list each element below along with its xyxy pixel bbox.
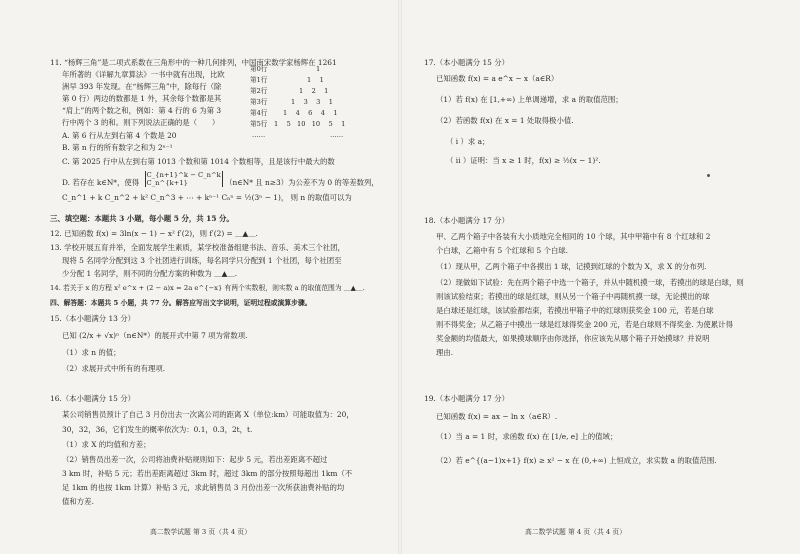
- q15-part-2: （2）求展开式中所有的有理项.: [62, 364, 166, 373]
- q11-line-6: 行中两个 3 的和。则下列说法正确的是（ ）: [62, 118, 220, 127]
- triangle-row-nums: 1 2 1: [299, 87, 329, 95]
- q17-part-1: （1）若 f(x) 在 [1,+∞) 上单调递增，求 a 的取值范围；: [436, 95, 623, 104]
- q15-part-1: （1）求 n 的值；: [62, 348, 121, 357]
- q18-part-2-line-2: 则该试验结束；若摸出的球是红球，则从另一个箱子中再随机摸一球，无论摸出的球: [436, 292, 710, 301]
- q17-part-2-ii: （ ii ）证明：当 x ≥ 1 时，f(x) ≥ ½(x − 1)².: [446, 156, 601, 165]
- q11-line-2: 年所著的《详解九章算法》一书中就有出现，比欧: [62, 70, 225, 79]
- q11-line-3: 洲早 393 年发现。在“杨辉三角”中，除每行（除: [62, 82, 222, 91]
- q16-part-2-line-3: 足 1km 的也按 1km 计算）补贴 3 元，求此销售员 3 月份出差一次所获油费补贴的均: [62, 483, 345, 492]
- page-4-footer: 高二数学试题 第 4 页（共 4 页）: [525, 528, 627, 536]
- q16-part-2-line-2: 3 km 时，补贴 5 元；若出差距离超过 3km 时，超过 3km 的部分按照每超出 1km（不: [62, 469, 353, 478]
- q11-option-b: B. 第 n 行的所有数字之和为 2ⁿ⁻¹: [62, 143, 173, 152]
- q11-line-1: 11. “杨辉三角”是二项式系数在三角形中的一种几何排列，中国南宋数学家杨辉在 1261: [50, 58, 337, 67]
- q11-option-a: A. 第 6 行从左到右第 4 个数是 20: [62, 131, 177, 140]
- triangle-row-nums: 1: [316, 65, 321, 73]
- q18-part-2-line-3: 是白球还是红球，该试验都结束，若摸出甲箱子中的红球则获奖金 100 元，若是白球: [436, 306, 714, 315]
- q18-line-2: 个白球，乙箱中有 5 个红球和 5 个白球.: [436, 246, 569, 255]
- q18-part-2-line-6: 理由.: [436, 348, 454, 357]
- q18-part-2-line-1: （2）现做如下试验：先在两个箱子中选一个箱子，并从中随机摸一球，若摸出的球是白球，则: [436, 278, 744, 287]
- triangle-row-nums: 1 3 3 1: [291, 98, 333, 106]
- exam-page-4: [400, 0, 800, 554]
- q17-heading: 17.（本小题满分 15 分）: [424, 58, 509, 67]
- q14-text: 14. 若关于 x 的方程 x² e^x + (2 − a)x = 2a e^{−x} 有两个实数根，则实数 a 的取值范围为 ＿▲＿.: [50, 284, 365, 292]
- q17-line-1: 已知函数 f(x) = a e^x − x（a∈R）: [436, 74, 559, 83]
- q11-option-d-formula: C_n^1 + k C_n^2 + k² C_n^3 + ⋯ + kⁿ⁻¹ Cₙⁿ = ½(3ⁿ − 1)， 则 n 的取值可以为: [62, 193, 352, 202]
- q17-part-2: （2）若函数 f(x) 在 x = 1 处取得极小值.: [436, 116, 574, 125]
- triangle-row-label: 第2行: [250, 87, 268, 95]
- q18-part-2-line-5: 奖金额的均值最大，如果摸球顺序由你选择，你应该先从哪个箱子开始摸球？并说明: [436, 334, 710, 343]
- q11-option-c: C. 第 2025 行中从左到右第 1013 个数和第 1014 个数相等，且是该行中最大的数: [62, 157, 335, 166]
- scan-speck: [707, 174, 710, 177]
- q11-option-d: [62, 171, 379, 188]
- q16-line-1: 某公司销售员预计了自己 3 月份出去一次离公司的距离 X（单位:km）可能取值为：20，: [62, 410, 354, 419]
- triangle-row-label: ……: [252, 131, 266, 139]
- q11-line-4: 第 0 行）两边的数都是 1 外，其余每个数都是其: [62, 94, 222, 103]
- q15-line-1: 已知 (2/x + √x)ⁿ（n∈N*）的展开式中第 7 项为常数项.: [62, 331, 248, 340]
- triangle-row-nums: ……: [330, 131, 344, 139]
- q11-option-d-prefix: D. 若存在 k∈N*，使得: [62, 178, 140, 187]
- q13-line-3: 少分配 1 名同学，则不同的分配方案的种数为 ＿▲＿.: [62, 269, 237, 278]
- q19-line-1: 已知函数 f(x) = ax − ln x（a∈R）.: [436, 412, 558, 421]
- q15-heading: 15.（本小题满分 13 分）: [50, 314, 135, 323]
- q19-heading: 19.（本小题满分 17 分）: [424, 394, 509, 403]
- q19-part-2: （2）若 e^{(a−1)x+1} f(x) ≥ x² − x 在 (0,+∞) 上恒成立，求实数 a 的取值范围.: [436, 456, 717, 465]
- determinant-top: C_{n+1}^k − C_n^k: [146, 171, 221, 179]
- q11-formula: C_n^1 + k C_n^2 + k² C_n^3 + ⋯ + kⁿ⁻¹ Cₙⁿ = ½(3ⁿ − 1): [62, 193, 281, 202]
- triangle-row-label: 第4行: [250, 109, 268, 117]
- q16-part-1: （1）求 X 的均值和方差；: [62, 440, 151, 449]
- q16-part-2-line-1: （2）销售员出差一次，公司将油费补贴规则如下：起步 5 元，若出差距离不超过: [62, 455, 328, 464]
- triangle-row-label: 第5行: [250, 120, 268, 128]
- triangle-row-nums: 1 4 6 4 1: [283, 109, 338, 117]
- q11-line-5: “肩上”的两个数之和，例如：第 4 行的 6 为第 3: [62, 106, 222, 115]
- q18-part-2-line-4: 则不得奖金；从乙箱子中摸出一球是红球得奖金 200 元，若是白球则不得奖金. 为使累计得: [436, 320, 733, 329]
- triangle-row-label: 第0行: [250, 65, 268, 73]
- triangle-row-nums: 1 1: [307, 76, 324, 84]
- determinant-bottom: C_n^{k+1}: [146, 179, 188, 187]
- q16-part-2-line-4: 值和方差.: [62, 497, 94, 506]
- q18-heading: 18.（本小题满分 17 分）: [424, 216, 509, 225]
- q16-heading: 16.（本小题满分 15 分）: [50, 394, 135, 403]
- triangle-row-label: 第3行: [250, 98, 268, 106]
- page-3-footer: 高二数学试题 第 3 页（共 4 页）: [150, 528, 252, 536]
- section-4-heading: 四、解答题：本题共 5 小题，共 77 分。解答应写出文字说明，证明过程或演算步骤。: [50, 299, 312, 307]
- determinant: [145, 171, 223, 187]
- q13-line-1: 13. 学校开展五育并举，全面发展学生素质，某学校准备组建书法、音乐、美术三个社团，: [50, 243, 345, 252]
- triangle-row-label: 第1行: [250, 76, 268, 84]
- q11-option-d-tail: 则 n 的取值可以为: [290, 193, 352, 202]
- section-3-heading: 三、填空题：本题共 3 小题，每小题 5 分，共 15 分。: [50, 214, 234, 223]
- q13-line-2: 现将 5 名同学分配到这 3 个社团进行训练，每名同学只分配到 1 个社团，每个社团至: [62, 256, 342, 265]
- q11-option-d-suffix: （n∈N* 且 n≥3）为公差不为 0 的等差数列，: [225, 178, 379, 187]
- q19-part-1: （1）当 a = 1 时，求函数 f(x) 在 [1/e, e] 上的值域；: [436, 432, 618, 441]
- q16-line-2: 30，32，36，它们发生的概率依次为：0.1，0.3，2t，t.: [62, 425, 253, 434]
- q18-part-1: （1）现从甲，乙两个箱子中各摸出 1 球，记摸到红球的个数为 X，求 X 的分布列.: [436, 262, 707, 271]
- triangle-row-nums: 1 5 10 10 5 1: [274, 120, 346, 128]
- q12-text: 12. 已知函数 f(x) = 3ln(x − 1) − x² f′(2)，则 f′(2) = ＿▲＿.: [50, 229, 258, 238]
- q18-line-1: 甲、乙两个箱子中各装有大小质地完全相同的 10 个球，其中甲箱中有 8 个红球和 2: [436, 232, 711, 241]
- q17-part-2-i: （ i ）求 a；: [446, 137, 490, 146]
